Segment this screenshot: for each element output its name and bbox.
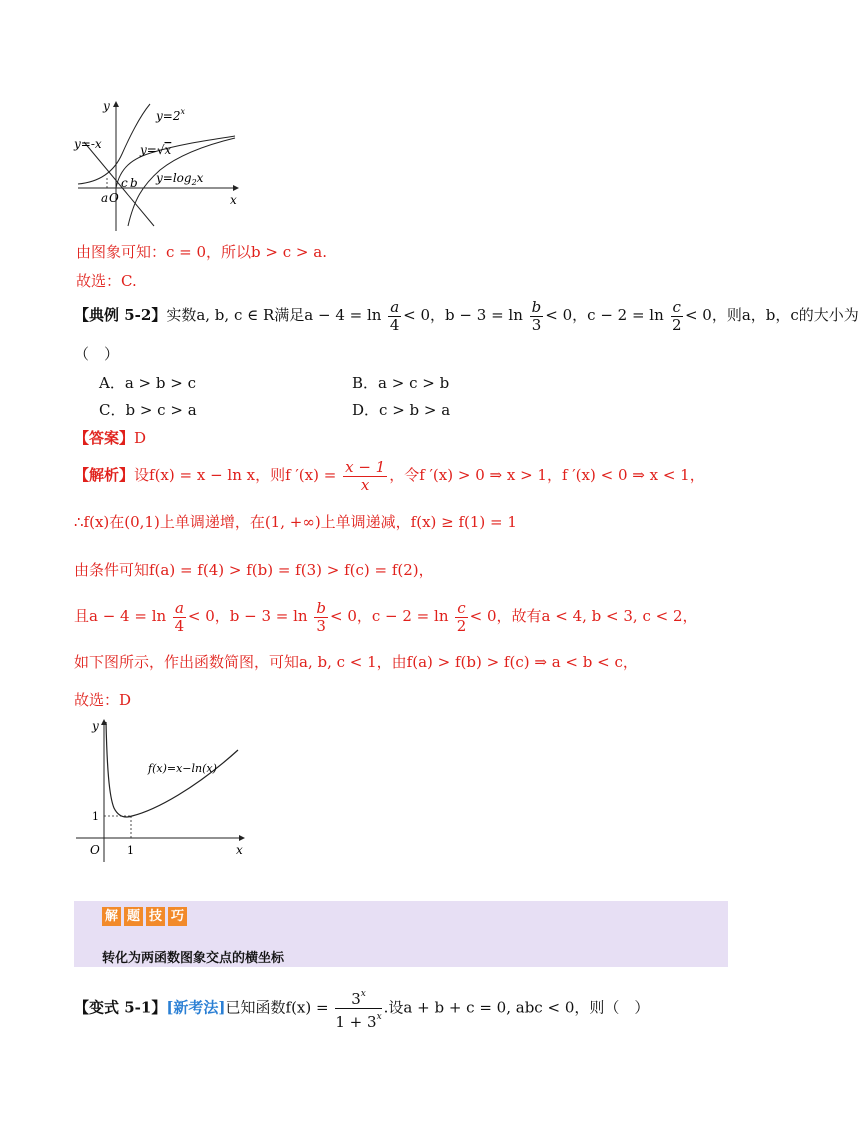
variant-tag: 【变式 5-1】 <box>74 998 167 1017</box>
fraction-x-minus-1: $\frac{x - 1}{x}$ <box>345 457 386 494</box>
label-sqrt: y=√x <box>140 143 172 157</box>
label-o: O <box>109 191 119 205</box>
answer-line <box>74 428 146 448</box>
analysis-label: 【解析】 <box>74 466 135 484</box>
conclusion-line: 由图象可知：c = 0，所以b > c > a. <box>76 243 327 261</box>
tip-char-2: 题 <box>124 907 143 926</box>
label-neg-x: y=-x <box>74 137 102 151</box>
fraction-a-4-b: $\frac{a}{4}$ <box>174 598 185 635</box>
analysis-line-3: 由条件可知f(a) = f(4) > f(b) = f(3) > f(c) = f(2)， <box>74 561 434 579</box>
analysis-line4-a: 且a − 4 = ln <box>74 607 167 625</box>
analysis-line4-b: < 0，b − 3 = ln <box>187 607 308 625</box>
variant-source: [新考法] <box>166 998 226 1017</box>
analysis-line-5: 如下图所示，作出函数简图，可知a, b, c < 1，由f(a) > f(b) > f(c) ⇒ a < b < c， <box>74 653 638 671</box>
fraction-3x: $\frac{3^x}{1 + 3^x}$ <box>335 986 381 1031</box>
analysis-line-4 <box>74 597 698 635</box>
option-a: A．a > b > c <box>99 374 196 392</box>
analysis-line4-c: < 0，c − 2 = ln <box>329 607 449 625</box>
label-b: b <box>130 176 138 190</box>
tips-header <box>102 905 190 926</box>
example-tag: 【典例 5-2】 <box>74 306 167 324</box>
tip-char-3: 技 <box>146 907 165 926</box>
graph2-one-x: 1 <box>127 844 134 857</box>
analysis-line1-a: 设f(x) = x − ln x，则f ′(x) = <box>134 466 337 484</box>
answer-label: 【答案】 <box>74 429 135 447</box>
graph2-func-label: f(x)=x−ln(x) <box>148 762 217 775</box>
graph1-x-label: x <box>230 193 237 207</box>
analysis-line-1 <box>74 456 705 494</box>
fraction-b-3: $\frac{b}{3}$ <box>531 297 542 334</box>
graph-log-exp <box>70 96 250 236</box>
variant-text-b: .设a + b + c = 0, abc < 0，则（ ） <box>383 998 650 1017</box>
analysis-line4-d: < 0，故有a < 4, b < 3, c < 2， <box>469 607 698 625</box>
choice-line: 故选：C. <box>76 272 137 290</box>
graph-x-minus-lnx <box>76 716 256 866</box>
analysis-line-2: ∴f(x)在(0,1)上单调递增，在(1, +∞)上单调递减，f(x) ≥ f(1) = 1 <box>74 513 517 531</box>
graph2-y-label: y <box>92 719 99 733</box>
answer-value: D <box>134 429 147 447</box>
label-a: a <box>101 191 109 205</box>
fraction-c-2: $\frac{c}{2}$ <box>671 297 682 334</box>
tip-char-4: 巧 <box>168 907 187 926</box>
label-log: $y=\log_2x$ <box>156 171 204 187</box>
example-stem-d: < 0，则a，b，c的大小为 <box>684 306 859 324</box>
option-b: B．a > c > b <box>352 374 450 392</box>
option-d: D．c > b > a <box>352 401 451 419</box>
example-stem-b: < 0，b − 3 = ln <box>403 306 523 324</box>
fraction-c-2-b: $\frac{c}{2}$ <box>456 598 467 635</box>
tips-panel <box>74 901 728 967</box>
variant-text-a: 已知函数f(x) = <box>225 998 329 1017</box>
example-stem <box>74 296 859 334</box>
example-stem-a: 实数a, b, c ∈ R满足a − 4 = ln <box>166 306 382 324</box>
variant-line <box>74 986 649 1031</box>
graph2-x-label: x <box>236 843 243 857</box>
tips-text: 转化为两函数图象交点的横坐标 <box>102 951 285 966</box>
example-stem-c: < 0，c − 2 = ln <box>545 306 664 324</box>
analysis-line1-b: ，令f ′(x) > 0 ⇒ x > 1，f ′(x) < 0 ⇒ x < 1， <box>389 466 705 484</box>
graph2-origin: O <box>90 843 100 857</box>
option-c: C．b > c > a <box>99 401 197 419</box>
label-2x: $y=2^x$ <box>156 107 185 123</box>
fraction-a-4: $\frac{a}{4}$ <box>389 297 400 334</box>
fraction-b-3-b: $\frac{b}{3}$ <box>316 598 326 635</box>
tip-char-1: 解 <box>102 907 121 926</box>
label-c: c <box>121 176 128 190</box>
example-paren: （ ） <box>74 345 120 363</box>
graph2-one-y: 1 <box>92 810 99 823</box>
graph1-y-label: y <box>103 99 110 113</box>
analysis-line-6: 故选：D <box>74 691 132 709</box>
